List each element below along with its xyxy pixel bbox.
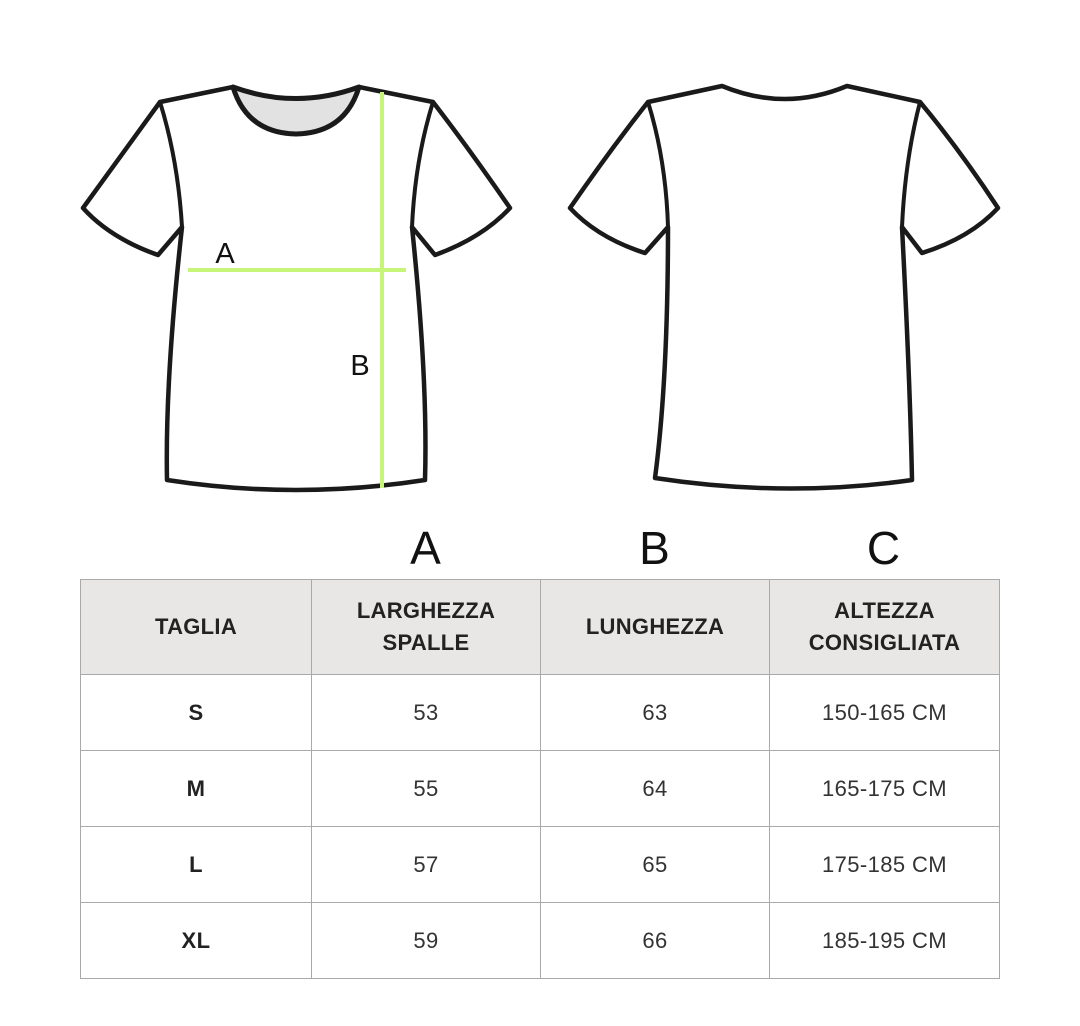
header-shoulder-width-line2: SPALLE	[382, 630, 470, 655]
cell-width: 57	[312, 827, 541, 903]
size-chart-table	[80, 579, 1000, 979]
cell-size: S	[81, 675, 312, 751]
cell-width: 53	[312, 675, 541, 751]
cell-height: 150-165 CM	[770, 675, 1000, 751]
cell-length: 65	[541, 827, 770, 903]
table-row	[81, 675, 1000, 751]
cell-height: 175-185 CM	[770, 827, 1000, 903]
front-tshirt	[83, 87, 510, 490]
column-letter-c: C	[866, 522, 901, 574]
cell-length: 66	[541, 903, 770, 979]
back-body-outline	[570, 86, 998, 489]
header-height-line1: ALTEZZA	[834, 598, 935, 623]
header-shoulder-width-line1: LARGHEZZA	[356, 598, 496, 623]
cell-height: 185-195 CM	[770, 903, 1000, 979]
back-right-sleeve-seam	[902, 102, 920, 227]
back-tshirt	[570, 86, 998, 489]
back-left-sleeve-seam	[648, 102, 668, 227]
table-row	[81, 903, 1000, 979]
cell-size: M	[81, 751, 312, 827]
header-height-line2: CONSIGLIATA	[808, 630, 961, 655]
front-label-b: B	[350, 350, 370, 382]
header-length: LUNGHEZZA	[541, 580, 770, 675]
cell-size: L	[81, 827, 312, 903]
header-shoulder-width	[312, 580, 541, 675]
front-right-sleeve-seam	[412, 102, 433, 227]
header-size: TAGLIA	[81, 580, 312, 675]
column-letter-a: A	[410, 522, 441, 574]
front-body-outline	[83, 87, 510, 490]
table-row	[81, 827, 1000, 903]
front-left-sleeve-seam	[160, 102, 182, 227]
table-row	[81, 751, 1000, 827]
front-label-a: A	[215, 238, 235, 270]
cell-width: 55	[312, 751, 541, 827]
header-recommended-height	[770, 580, 1000, 675]
cell-size: XL	[81, 903, 312, 979]
column-letter-b: B	[639, 522, 670, 574]
column-letters	[0, 520, 1080, 580]
cell-width: 59	[312, 903, 541, 979]
cell-height: 165-175 CM	[770, 751, 1000, 827]
cell-length: 63	[541, 675, 770, 751]
cell-length: 64	[541, 751, 770, 827]
front-collar	[233, 87, 359, 134]
table-header-row	[81, 580, 1000, 675]
